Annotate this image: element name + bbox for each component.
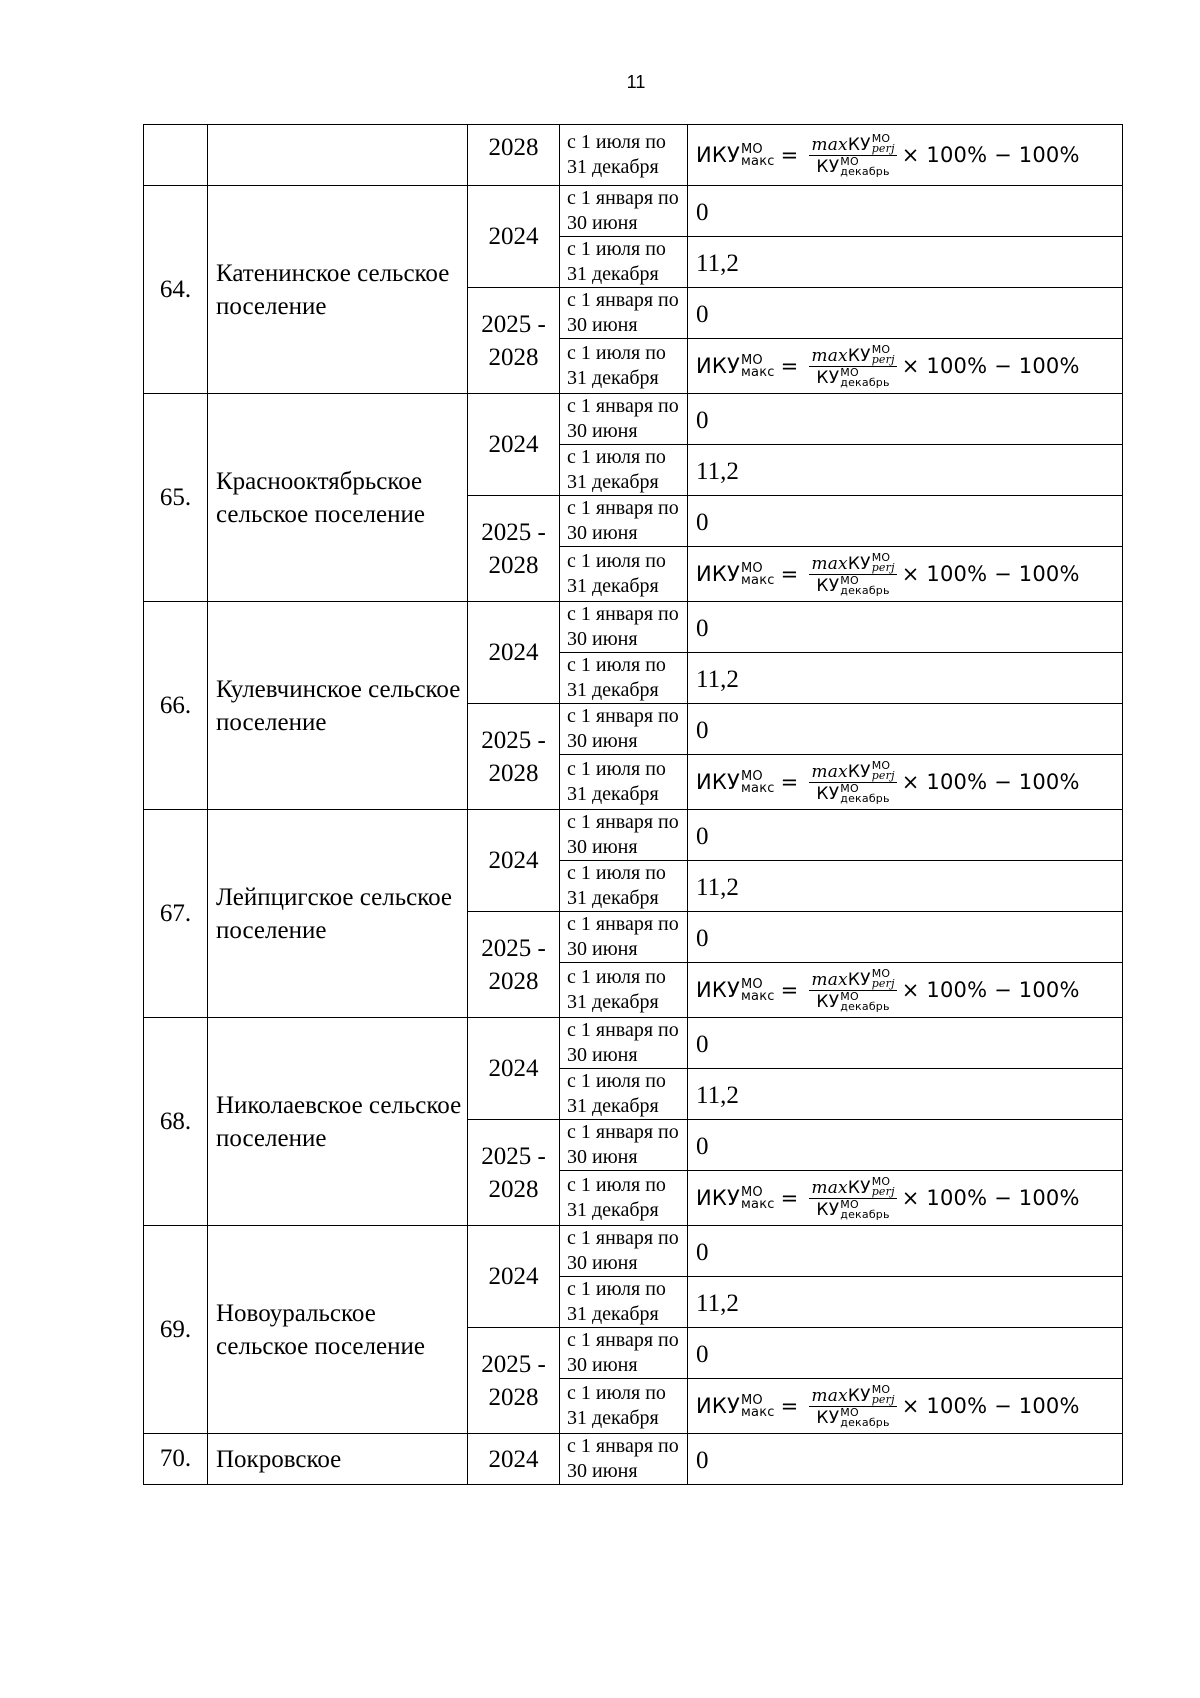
formula-lhs-sup: МО <box>741 1184 763 1200</box>
table-row <box>144 125 1123 186</box>
year-cell: 2024 <box>468 394 560 496</box>
number-cell: 69. <box>144 1226 208 1434</box>
formula-lhs-sub: макс <box>741 780 775 796</box>
year-cell: 2024 <box>468 1226 560 1328</box>
table-row <box>144 602 1123 653</box>
number-cell: 66. <box>144 602 208 810</box>
formula-lhs: ИКУ <box>696 1186 741 1210</box>
formula-den-sub: декабрь <box>840 1207 890 1221</box>
formula-num-sub: perj <box>871 560 895 574</box>
formula-lhs-sub: макс <box>741 153 775 169</box>
name-cell <box>208 125 468 186</box>
formula-lhs-sub: макс <box>741 1404 775 1420</box>
value-text: 11,2 <box>696 666 739 693</box>
formula-num-sub: perj <box>871 1392 895 1406</box>
formula-tail: × 100% − 100% <box>901 143 1080 167</box>
formula-fraction <box>809 1382 896 1429</box>
formula-lhs: ИКУ <box>696 562 741 586</box>
value-cell <box>688 394 1123 445</box>
formula-den-sup: МО <box>840 1197 859 1211</box>
period-cell: с 1 января по 30 июня <box>560 186 688 237</box>
year-cell: 2024 <box>468 810 560 912</box>
value-cell <box>688 125 1123 186</box>
formula-equals: = <box>780 1186 799 1210</box>
value-cell <box>688 602 1123 653</box>
formula-num-sub: perj <box>871 352 895 366</box>
table-body <box>144 125 1123 1485</box>
formula <box>696 966 1080 1013</box>
formula-num-main: КУ <box>847 1177 871 1198</box>
period-cell: с 1 января по 30 июня <box>560 810 688 861</box>
value-cell <box>688 186 1123 237</box>
value-text: 0 <box>696 925 709 952</box>
formula-den-main: КУ <box>816 1407 840 1428</box>
period-cell: с 1 июля по 31 декабря <box>560 1379 688 1434</box>
value-cell <box>688 1069 1123 1120</box>
value-text: 0 <box>696 615 709 642</box>
formula <box>696 758 1080 805</box>
formula-lhs: ИКУ <box>696 143 741 167</box>
page-number: 11 <box>626 72 646 92</box>
formula-lhs-sub: макс <box>741 1196 775 1212</box>
number-cell: 64. <box>144 186 208 394</box>
formula-equals: = <box>780 562 799 586</box>
formula-num-prefix: max <box>811 553 848 574</box>
formula-num-sup: МО <box>871 1382 891 1396</box>
number-cell: 65. <box>144 394 208 602</box>
formula-num-main: КУ <box>847 969 871 990</box>
value-text: 0 <box>696 1031 709 1058</box>
year-cell: 2025 - 2028 <box>468 496 560 602</box>
year-cell: 2024 <box>468 1018 560 1120</box>
formula-den-sub: декабрь <box>840 791 890 805</box>
year-cell: 2025 - 2028 <box>468 1120 560 1226</box>
formula-den-sup: МО <box>840 1405 859 1419</box>
formula-fraction <box>809 342 896 389</box>
name-cell: Кулевчинское сельское поселение <box>208 602 468 810</box>
formula-tail: × 100% − 100% <box>901 1394 1080 1418</box>
formula-num-prefix: max <box>811 134 848 155</box>
formula-den-sup: МО <box>840 154 859 168</box>
value-cell <box>688 755 1123 810</box>
formula-den-sub: декабрь <box>840 375 890 389</box>
formula-tail: × 100% − 100% <box>901 562 1080 586</box>
period-cell: с 1 января по 30 июня <box>560 1226 688 1277</box>
number-cell: 67. <box>144 810 208 1018</box>
value-cell <box>688 1434 1123 1485</box>
formula-fraction <box>809 131 896 178</box>
name-cell: Катенинское сельское поселение <box>208 186 468 394</box>
value-cell <box>688 339 1123 394</box>
value-text: 0 <box>696 407 709 434</box>
formula-lhs-sup: МО <box>741 560 763 576</box>
formula-num-main: КУ <box>847 345 871 366</box>
formula-lhs-sup: МО <box>741 352 763 368</box>
formula-den-sub: декабрь <box>840 164 890 178</box>
formula-equals: = <box>780 143 799 167</box>
value-text: 11,2 <box>696 1290 739 1317</box>
table-row <box>144 186 1123 237</box>
value-cell <box>688 496 1123 547</box>
period-cell: с 1 января по 30 июня <box>560 1018 688 1069</box>
formula-tail: × 100% − 100% <box>901 1186 1080 1210</box>
name-cell: Лейпцигское сельское поселение <box>208 810 468 1018</box>
value-text: 0 <box>696 199 709 226</box>
value-cell <box>688 1226 1123 1277</box>
formula <box>696 1382 1080 1429</box>
value-cell <box>688 1379 1123 1434</box>
value-text: 0 <box>696 823 709 850</box>
period-cell: с 1 июля по 31 декабря <box>560 125 688 186</box>
value-cell <box>688 445 1123 496</box>
tariff-table <box>143 124 1123 1485</box>
formula <box>696 550 1080 597</box>
name-cell: Николаевское сельское поселение <box>208 1018 468 1226</box>
period-cell: с 1 января по 30 июня <box>560 1120 688 1171</box>
period-cell: с 1 января по 30 июня <box>560 1434 688 1485</box>
period-cell: с 1 января по 30 июня <box>560 1328 688 1379</box>
period-cell: с 1 января по 30 июня <box>560 704 688 755</box>
table-row <box>144 1226 1123 1277</box>
value-cell <box>688 861 1123 912</box>
formula <box>696 1174 1080 1221</box>
formula-den-sup: МО <box>840 573 859 587</box>
value-text: 0 <box>696 1133 709 1160</box>
formula-num-sup: МО <box>871 966 891 980</box>
value-text: 11,2 <box>696 1082 739 1109</box>
formula-lhs-sub: макс <box>741 988 775 1004</box>
formula-num-main: КУ <box>847 761 871 782</box>
formula-lhs-sup: МО <box>741 976 763 992</box>
period-cell: с 1 января по 30 июня <box>560 394 688 445</box>
formula-equals: = <box>780 354 799 378</box>
table-row <box>144 394 1123 445</box>
formula-num-prefix: max <box>811 345 848 366</box>
formula-num-sub: perj <box>871 1184 895 1198</box>
year-cell: 2024 <box>468 602 560 704</box>
period-cell: с 1 июля по 31 декабря <box>560 339 688 394</box>
value-cell <box>688 1018 1123 1069</box>
formula-lhs: ИКУ <box>696 1394 741 1418</box>
year-cell: 2025 - 2028 <box>468 912 560 1018</box>
formula-num-sup: МО <box>871 1174 891 1188</box>
formula-den-main: КУ <box>816 156 840 177</box>
formula-fraction <box>809 1174 896 1221</box>
formula-lhs: ИКУ <box>696 354 741 378</box>
period-cell: с 1 июля по 31 декабря <box>560 861 688 912</box>
formula-num-sub: perj <box>871 976 895 990</box>
period-cell: с 1 июля по 31 декабря <box>560 237 688 288</box>
formula-fraction <box>809 966 896 1013</box>
value-cell <box>688 912 1123 963</box>
table-row <box>144 1018 1123 1069</box>
formula-lhs-sup: МО <box>741 768 763 784</box>
formula-num-prefix: max <box>811 969 848 990</box>
period-cell: с 1 января по 30 июня <box>560 496 688 547</box>
value-cell <box>688 1277 1123 1328</box>
value-text: 11,2 <box>696 874 739 901</box>
formula-equals: = <box>780 978 799 1002</box>
period-cell: с 1 июля по 31 декабря <box>560 1171 688 1226</box>
name-cell: Краснооктябрьское сельское поселение <box>208 394 468 602</box>
period-cell: с 1 июля по 31 декабря <box>560 1277 688 1328</box>
period-cell: с 1 июля по 31 декабря <box>560 755 688 810</box>
formula-fraction <box>809 550 896 597</box>
number-cell: 68. <box>144 1018 208 1226</box>
formula <box>696 131 1080 178</box>
period-cell: с 1 января по 30 июня <box>560 288 688 339</box>
formula-num-main: КУ <box>847 1385 871 1406</box>
value-cell <box>688 963 1123 1018</box>
period-cell: с 1 июля по 31 декабря <box>560 547 688 602</box>
formula-tail: × 100% − 100% <box>901 978 1080 1002</box>
formula-den-main: КУ <box>816 1199 840 1220</box>
formula-equals: = <box>780 1394 799 1418</box>
formula-den-main: КУ <box>816 575 840 596</box>
period-cell: с 1 июля по 31 декабря <box>560 445 688 496</box>
value-text: 11,2 <box>696 250 739 277</box>
period-cell: с 1 июля по 31 декабря <box>560 963 688 1018</box>
year-cell: 2028 <box>468 125 560 186</box>
value-cell <box>688 288 1123 339</box>
formula-num-sup: МО <box>871 131 891 145</box>
formula-den-sup: МО <box>840 781 859 795</box>
value-cell <box>688 547 1123 602</box>
number-cell: 70. <box>144 1434 208 1485</box>
formula-lhs: ИКУ <box>696 978 741 1002</box>
year-cell: 2024 <box>468 1434 560 1485</box>
period-cell: с 1 июля по 31 декабря <box>560 653 688 704</box>
period-cell: с 1 января по 30 июня <box>560 912 688 963</box>
formula-num-main: КУ <box>847 134 871 155</box>
formula-num-sup: МО <box>871 550 891 564</box>
table-row <box>144 1434 1123 1485</box>
formula-lhs-sup: МО <box>741 1392 763 1408</box>
year-cell: 2025 - 2028 <box>468 704 560 810</box>
value-cell <box>688 653 1123 704</box>
name-cell: Покровское <box>208 1434 468 1485</box>
value-cell <box>688 1328 1123 1379</box>
value-text: 0 <box>696 301 709 328</box>
value-text: 0 <box>696 1341 709 1368</box>
value-text: 0 <box>696 1447 709 1474</box>
formula-den-main: КУ <box>816 991 840 1012</box>
value-cell <box>688 1171 1123 1226</box>
value-cell <box>688 810 1123 861</box>
formula-tail: × 100% − 100% <box>901 770 1080 794</box>
formula-num-sup: МО <box>871 758 891 772</box>
formula-equals: = <box>780 770 799 794</box>
formula-num-prefix: max <box>811 1177 848 1198</box>
formula-num-prefix: max <box>811 761 848 782</box>
formula-lhs: ИКУ <box>696 770 741 794</box>
value-cell <box>688 704 1123 755</box>
number-cell <box>144 125 208 186</box>
value-text: 11,2 <box>696 458 739 485</box>
formula-tail: × 100% − 100% <box>901 354 1080 378</box>
name-cell: Новоуральское сельское поселение <box>208 1226 468 1434</box>
formula-den-sup: МО <box>840 365 859 379</box>
value-text: 0 <box>696 717 709 744</box>
period-cell: с 1 января по 30 июня <box>560 602 688 653</box>
formula-num-sub: perj <box>871 141 895 155</box>
formula-den-sup: МО <box>840 989 859 1003</box>
formula-den-sub: декабрь <box>840 999 890 1013</box>
year-cell: 2025 - 2028 <box>468 1328 560 1434</box>
formula-fraction <box>809 758 896 805</box>
formula-den-main: КУ <box>816 783 840 804</box>
value-text: 0 <box>696 1239 709 1266</box>
value-cell <box>688 1120 1123 1171</box>
formula-num-main: КУ <box>847 553 871 574</box>
value-text: 0 <box>696 509 709 536</box>
year-cell: 2024 <box>468 186 560 288</box>
value-cell <box>688 237 1123 288</box>
formula-num-prefix: max <box>811 1385 848 1406</box>
formula-den-sub: декабрь <box>840 1415 890 1429</box>
year-cell: 2025 - 2028 <box>468 288 560 394</box>
formula-lhs-sub: макс <box>741 572 775 588</box>
formula-num-sup: МО <box>871 342 891 356</box>
formula-den-sub: декабрь <box>840 583 890 597</box>
formula-num-sub: perj <box>871 768 895 782</box>
formula-lhs-sub: макс <box>741 364 775 380</box>
formula <box>696 342 1080 389</box>
formula-lhs-sup: МО <box>741 141 763 157</box>
formula-den-main: КУ <box>816 367 840 388</box>
period-cell: с 1 июля по 31 декабря <box>560 1069 688 1120</box>
table-row <box>144 810 1123 861</box>
